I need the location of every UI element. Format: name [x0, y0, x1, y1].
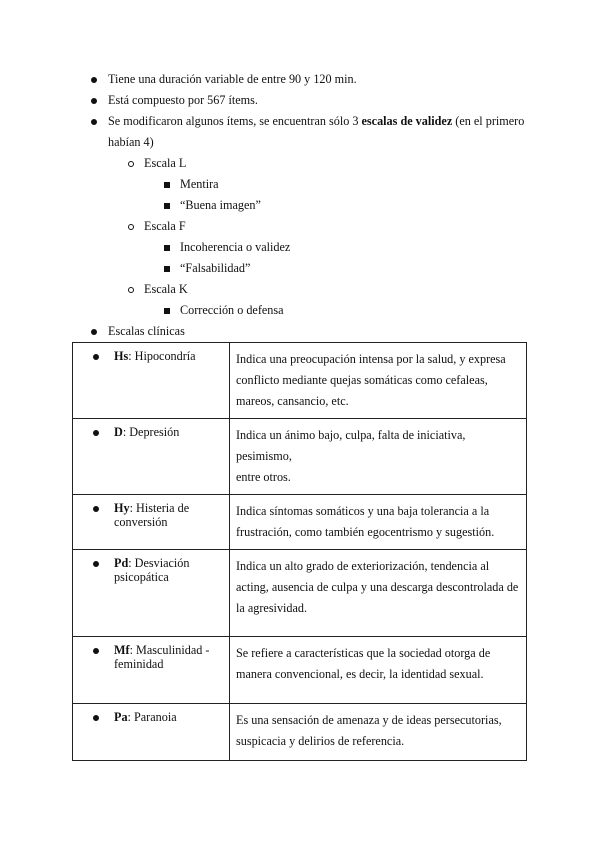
square-bullet-icon — [164, 308, 170, 314]
table-row — [73, 419, 527, 495]
table-row — [73, 343, 527, 419]
bullet-icon — [93, 506, 99, 512]
list-item-text: Se modificaron algunos ítems, se encuentran sólo 3 escalas de validez (en el primero — [108, 114, 525, 128]
scale-name: Escala L — [144, 156, 187, 170]
bullet-icon — [93, 430, 99, 436]
hollow-bullet-icon — [128, 224, 134, 230]
bold-term: escalas de validez — [361, 114, 453, 128]
bullet-icon — [91, 98, 97, 104]
table-row — [73, 637, 527, 704]
description-cell: Se refiere a características que la sociedad otorga de manera convencional, es decir, la identidad sexual. — [230, 637, 527, 704]
bullet-icon — [93, 561, 99, 567]
document-page: Tiene una duración variable de entre 90 y 120 min. Está compuesto por 567 ítems. Se modificaron algunos ítems, se encuentran sólo 3 escalas de validez (en el primero habían 4) Escala L Mentira “Buena imagen” Escala F Incoherencia o validez “Falsabilidad” Escala K Corrección o defensa Escalas clínicas Hs: Hipocondría Indica una preocupación intensa por la salud, y expresa conflicto mediante quejas somáticas como cefaleas, mareos, cansancio, etc. D: Depresión Indica un ánimo bajo, culpa, falta de iniciativa, pesimismo, entre otros. Hy: Histeria de conversión Indica síntomas somáticos y una baja tolerancia a la frustración, como también egocentrismo y sugestión. Pd: Desviación psicopática Indica un alto grado de exteriorización, tendencia al acting, ausencia de culpa y una descarga descontrolada de la agresividad. Mf: Masculinidad - feminidad Se refiere a características que la sociedad otorga de manera convencional, es decir, la identidad sexual. Pa: Paranoia Es una sensación de amenaza y de ideas persecutorias, suspicacia y delirios de referencia. — [0, 0, 600, 848]
bullet-icon — [91, 77, 97, 83]
table-row — [73, 704, 527, 761]
description-cell: Indica una preocupación intensa por la salud, y expresa conflicto mediante quejas somáticas como cefaleas, mareos, cansancio, etc. — [230, 343, 527, 419]
list-item-text: Está compuesto por 567 ítems. — [108, 93, 258, 107]
hollow-bullet-icon — [128, 287, 134, 293]
bullet-icon — [93, 715, 99, 721]
section-heading: Escalas clínicas — [108, 324, 185, 338]
scale-cell: Pa: Paranoia — [73, 704, 230, 761]
hollow-bullet-icon — [128, 161, 134, 167]
list-item-text: Tiene una duración variable de entre 90 y 120 min. — [108, 72, 357, 86]
scale-name: Escala K — [144, 282, 188, 296]
scale-cell: Pd: Desviación psicopática — [73, 550, 230, 637]
scale-cell: Mf: Masculinidad - feminidad — [73, 637, 230, 704]
scale-name: Escala F — [144, 219, 186, 233]
square-bullet-icon — [164, 266, 170, 272]
bullet-icon — [91, 119, 97, 125]
scale-cell: Hs: Hipocondría — [73, 343, 230, 419]
description-cell: Indica un alto grado de exteriorización, tendencia al acting, ausencia de culpa y una descarga descontrolada de la agresividad. — [230, 550, 527, 637]
bullet-icon — [91, 329, 97, 335]
bullet-icon — [93, 354, 99, 360]
scale-cell: Hy: Histeria de conversión — [73, 495, 230, 550]
description-cell: Es una sensación de amenaza y de ideas persecutorias, suspicacia y delirios de referencia. — [230, 704, 527, 761]
bullet-icon — [93, 648, 99, 654]
square-bullet-icon — [164, 203, 170, 209]
scale-cell: D: Depresión — [73, 419, 230, 495]
description-cell: Indica síntomas somáticos y una baja tolerancia a la frustración, como también egocentrismo y sugestión. — [230, 495, 527, 550]
square-bullet-icon — [164, 245, 170, 251]
square-bullet-icon — [164, 182, 170, 188]
description-cell: Indica un ánimo bajo, culpa, falta de iniciativa, pesimismo, entre otros. — [230, 419, 527, 495]
clinical-scales-table — [72, 342, 527, 761]
table-row — [73, 550, 527, 637]
table-row — [73, 495, 527, 550]
